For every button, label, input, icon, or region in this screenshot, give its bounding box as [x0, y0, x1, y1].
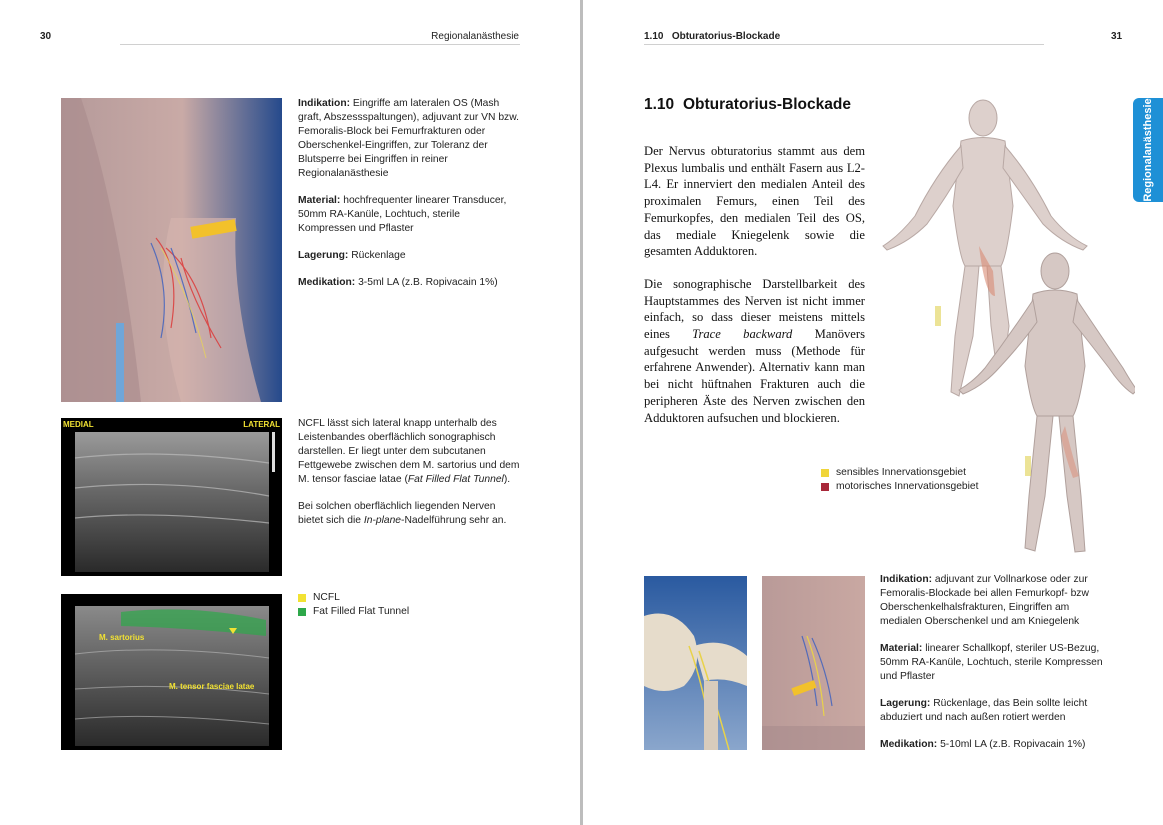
indikation-label: Indikation:: [298, 98, 351, 109]
ultrasound-image-1: [61, 418, 282, 576]
anatomy-illustration-inner-thigh: [762, 576, 865, 750]
medikation-text-right: 5-10ml LA (z.B. Ropivacain 1%): [937, 739, 1086, 750]
legend-left: [298, 591, 409, 619]
section-title-text: Obturatorius-Blockade: [683, 96, 851, 113]
legend-item-fat-tunnel: [298, 605, 409, 619]
lagerung-label-right: Lagerung:: [880, 698, 931, 709]
material-label-right: Material:: [880, 643, 923, 654]
legend-label-sensibles: sensibles Innervationsgebiet: [836, 467, 966, 478]
header-rule: [120, 44, 520, 45]
legend-label-ncfl: NCFL: [313, 592, 340, 603]
legend-item-ncfl: [298, 591, 409, 605]
ncfl-para1-end: ).: [503, 474, 511, 485]
section-tab: [1133, 98, 1163, 202]
info-block-left: [298, 97, 520, 303]
lagerung-label: Lagerung:: [298, 250, 349, 261]
indikation-label-right: Indikation:: [880, 574, 933, 585]
running-head-right: [644, 31, 780, 42]
body-para2-end: Manövers aufgesucht werden muss (Methode für erfahrene Anwender). Alternativ kann man bei nicht hüftnahen Frakturen auch die peripheren Äste des Nerven zwischen den Adduktoren aufsuchen und blockieren.: [644, 327, 865, 425]
lagerung-text-right: Rückenlage, das Bein sollte leicht abduziert und nach außen rotiert werden: [880, 698, 1088, 723]
body-text: [644, 143, 865, 442]
ultrasound-image-2: [61, 594, 282, 750]
right-page: [583, 0, 1163, 825]
legend-swatch-sensibles: [821, 469, 829, 477]
us-label-medial: MEDIAL: [63, 420, 94, 429]
running-head: Regionalanästhesie: [431, 31, 519, 42]
anatomy-illustration-thigh: [61, 98, 282, 402]
left-page: [0, 0, 580, 825]
body-para2-italic: Trace backward: [692, 327, 793, 342]
body-para2-text: Die sonographische Darstellbarkeit des Hauptstammes des Nerven ist nicht immer einfach, so dass dieser meistens mittels eines: [644, 276, 865, 342]
page-number-right: 31: [1111, 31, 1123, 42]
header-rule-right: [644, 44, 1044, 45]
lagerung-text: Rückenlage: [348, 250, 406, 261]
us-label-sartorius: M. sartorius: [99, 633, 145, 642]
legend-label-motorisches: motorisches Innervationsgebiet: [836, 481, 979, 492]
legend-swatch-fat-tunnel: [298, 608, 306, 616]
section-title: [644, 96, 851, 114]
medikation-label: Medikation:: [298, 277, 356, 288]
ncfl-para2-text: Bei solchen oberflächlich liegenden Nerven bietet sich die: [298, 501, 496, 526]
us-label-tensor: M. tensor fasciae latae: [169, 682, 255, 691]
section-number: 1.10: [644, 96, 675, 113]
info-block-right: [880, 573, 1106, 765]
body-paragraph-2: [644, 276, 865, 426]
ncfl-description: [298, 417, 520, 541]
material-label: Material:: [298, 195, 341, 206]
body-paragraph-1: Der Nervus obturatorius stammt aus dem Plexus lumbalis und enthält Fasern aus L2-L4. Er innerviert den medialen Anteil des proximalen Femurs, einen Teil des Femurkopfes, den medialen Teil des OS, das mediale Kniegelenk sowie die gesamten Adduktoren.: [644, 144, 865, 259]
ncfl-para1-text: NCFL lässt sich lateral knapp unterhalb des Leistenbandes oberflächlich sonographisch darstellen. Er liegt unter dem subcutanen Fettgewebe zwischen dem M. sartorius und dem M. tensor fasciae latae (: [298, 418, 520, 485]
legend-item-motorisches: [821, 480, 979, 494]
indikation-text: Eingriffe am lateralen OS (Mash graft, Abszessspaltungen), adjuvant zur VN bzw. Femoralis-Block bei Femurfrakturen oder Oberschenkel-Eingriffen, zur Toleranz der Blutsperre bei Eingriffen in reiner Regionalanästhesie: [298, 98, 519, 179]
ncfl-para2-italic: In-plane: [363, 515, 402, 526]
running-head-title: Obturatorius-Blockade: [671, 31, 781, 42]
legend-right: [821, 466, 979, 494]
material-text-right: linearer Schallkopf, steriler US-Bezug, 50mm RA-Kanüle, Lochtuch, sterile Kompressen und Pflaster: [880, 643, 1103, 682]
legend-label-fat-tunnel: Fat Filled Flat Tunnel: [313, 606, 410, 617]
legend-swatch-ncfl: [298, 594, 306, 602]
legend-swatch-motorisches: [821, 483, 829, 491]
us-label-lateral: LATERAL: [243, 420, 280, 429]
anatomy-illustration-pelvis: [644, 576, 747, 750]
running-head-number: 1.10: [644, 31, 664, 42]
ncfl-para2-end: -Nadelführung sehr an.: [401, 515, 507, 526]
indikation-text-right: adjuvant zur Vollnarkose oder zur Femoralis-Blockade bei allen Femurkopf- bzw Oberschenkelhalsfrakturen, Eingriffen am medialen Oberschenkel und am Kniegelenk: [880, 574, 1089, 627]
page-number: 30: [40, 31, 52, 42]
ncfl-para1-italic: Fat Filled Flat Tunnel: [407, 474, 504, 485]
legend-item-sensibles: [821, 466, 979, 480]
medikation-text: 3-5ml LA (z.B. Ropivacain 1%): [355, 277, 498, 288]
medikation-label-right: Medikation:: [880, 739, 938, 750]
section-tab-label: Regionalanästhesie: [1142, 98, 1154, 202]
material-text: hochfrequenter linearer Transducer, 50mm RA-Kanüle, Lochtuch, sterile Kompressen und Pflaster: [298, 195, 507, 234]
